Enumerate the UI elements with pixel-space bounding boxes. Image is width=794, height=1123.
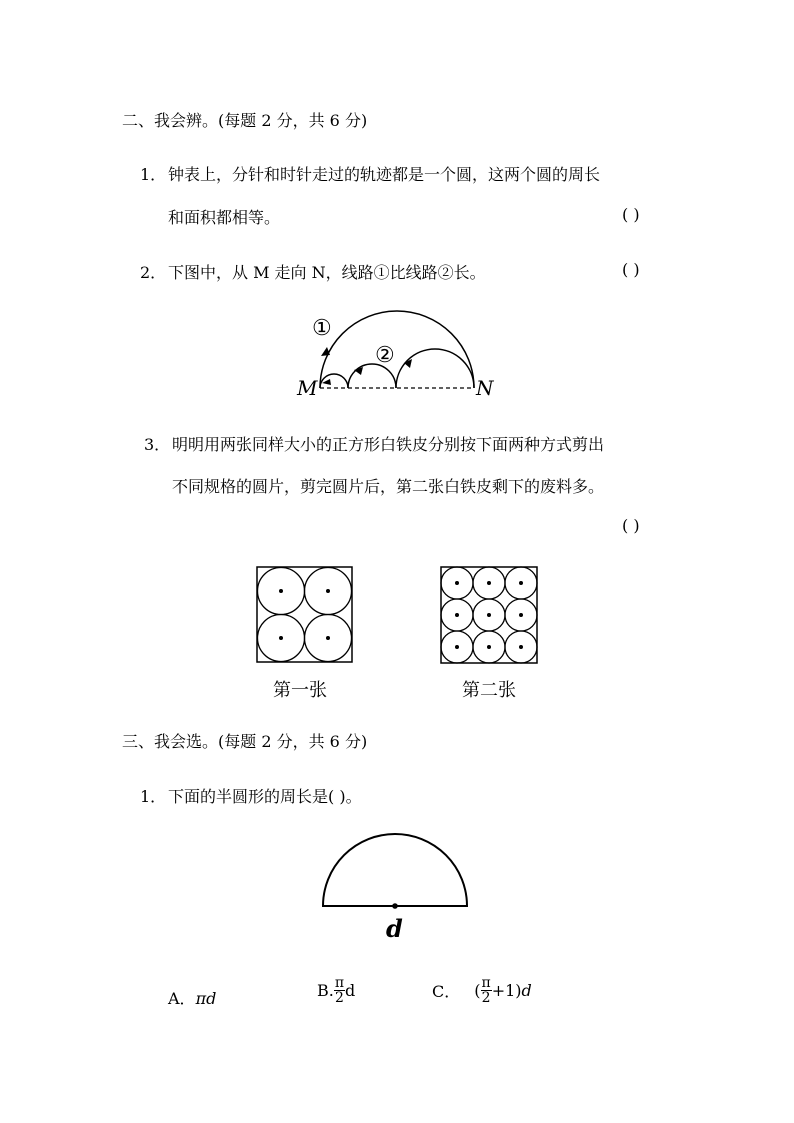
sheet-2-center-dot bbox=[487, 613, 491, 617]
point-n-label: N bbox=[476, 376, 494, 400]
option-c-var: d bbox=[521, 981, 532, 1000]
sheet-2-caption: 第二张 bbox=[462, 680, 516, 701]
option-b[interactable] bbox=[317, 976, 355, 1005]
q3-number: 3． bbox=[144, 435, 171, 454]
sheet-1-square bbox=[257, 567, 352, 662]
option-c-label: C． bbox=[432, 982, 461, 1001]
option-a-label: A． bbox=[168, 989, 196, 1008]
section-2-heading: 二、我会辨。(每题 2 分，共 6 分) bbox=[122, 111, 368, 130]
q2-number: 2． bbox=[140, 263, 167, 282]
diameter-label: d bbox=[386, 914, 403, 943]
q1-text-line1: 钟表上，分针和时针走过的轨迹都是一个圆，这两个圆的周长 bbox=[168, 165, 601, 184]
semicircle-shape bbox=[323, 834, 467, 906]
point-m-label: M bbox=[297, 376, 318, 400]
arrow-route-1 bbox=[321, 347, 330, 356]
option-c-open: ( bbox=[474, 981, 481, 1000]
semicircle-center-dot bbox=[392, 903, 398, 909]
sheet-2-center-dot bbox=[455, 581, 459, 585]
q3-text-line1: 明明用两张同样大小的正方形白铁皮分别按下面两种方式剪出 bbox=[172, 435, 605, 454]
sheet-2-center-dot bbox=[519, 645, 523, 649]
q3-text-line2: 不同规格的圆片，剪完圆片后，第二张白铁皮剩下的废料多。 bbox=[172, 477, 605, 496]
sheet-1-center-dot bbox=[279, 636, 283, 640]
route-2-label: ② bbox=[375, 343, 395, 368]
sheet-2-center-dot bbox=[487, 581, 491, 585]
option-a[interactable] bbox=[168, 986, 216, 1009]
sheet-2-center-dot bbox=[487, 645, 491, 649]
option-c-tail: +1) bbox=[491, 981, 522, 1000]
option-a-value: πd bbox=[195, 989, 217, 1008]
section-3-heading: 三、我会选。(每题 2 分，共 6 分) bbox=[122, 732, 368, 751]
option-c[interactable] bbox=[432, 976, 532, 1005]
q1-text-line2: 和面积都相等。 bbox=[168, 208, 281, 227]
route-2-arc-3 bbox=[396, 349, 474, 388]
s3-q1-text: 下面的半圆形的周长是( )。 bbox=[168, 787, 362, 806]
sheet-2-circles bbox=[441, 567, 537, 663]
option-b-label: B. bbox=[317, 981, 334, 1000]
option-b-fraction bbox=[334, 976, 345, 1005]
sheet-2-center-dot bbox=[519, 581, 523, 585]
sheet-1-center-dot bbox=[326, 636, 330, 640]
s3-q1-number: 1． bbox=[140, 787, 167, 806]
option-c-fraction bbox=[481, 976, 492, 1005]
sheet-1-center-dot bbox=[326, 589, 330, 593]
option-c-denominator: 2 bbox=[481, 990, 491, 1006]
sheet-1-circles bbox=[258, 568, 352, 662]
option-b-tail: d bbox=[345, 981, 356, 1000]
sheet-2-center-dot bbox=[455, 613, 459, 617]
option-b-numerator: π bbox=[334, 975, 345, 991]
route-2-arc-1 bbox=[320, 374, 348, 388]
q2-text: 下图中，从 M 走向 N，线路①比线路②长。 bbox=[168, 263, 486, 282]
q3-answer-paren[interactable]: ( ) bbox=[622, 516, 640, 535]
q1-number: 1． bbox=[140, 165, 167, 184]
q1-answer-paren[interactable]: ( ) bbox=[622, 205, 640, 224]
route-1-label: ① bbox=[312, 316, 332, 341]
sheet-1-center-dot bbox=[279, 589, 283, 593]
q2-answer-paren[interactable]: ( ) bbox=[622, 260, 640, 279]
sheet-2-center-dot bbox=[519, 613, 523, 617]
option-b-denominator: 2 bbox=[334, 990, 344, 1006]
sheet-2-center-dot bbox=[455, 645, 459, 649]
sheet-1-caption: 第一张 bbox=[273, 680, 327, 701]
option-c-numerator: π bbox=[481, 975, 491, 991]
